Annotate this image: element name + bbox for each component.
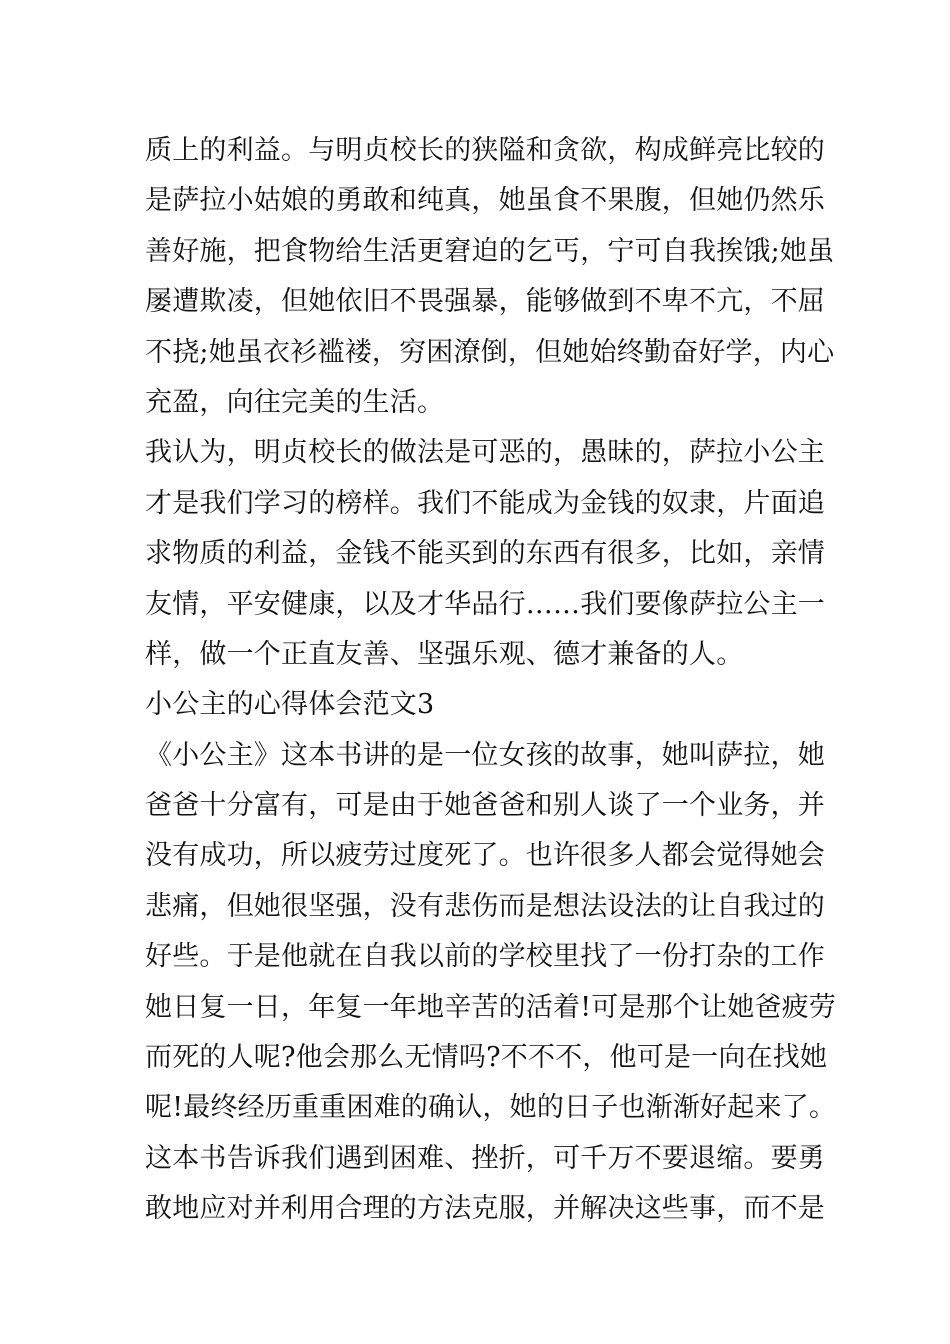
text-line: 充盈，向往完美的生活。 — [145, 386, 445, 418]
text-line: 才是我们学习的榜样。我们不能成为金钱的奴隶，片面追 — [145, 487, 825, 519]
text-line: 我认为，明贞校长的做法是可恶的，愚昧的，萨拉小公主 — [145, 437, 825, 469]
text-line: 悲痛，但她很坚强，没有悲伤而是想法设法的让自我过的 — [145, 890, 825, 922]
text-line: 质上的利益。与明贞校长的狭隘和贪欲，构成鲜亮比较的 — [145, 135, 825, 166]
text-line: 敢地应对并利用合理的方法克服，并解决这些事，而不是 — [145, 1193, 825, 1225]
text-line: 善好施，把食物给生活更窘迫的乞丐，宁可自我挨饿;她虽 — [145, 235, 835, 267]
text-line: 而死的人呢?他会那么无情吗?不不不，他可是一向在找她 — [145, 1042, 828, 1074]
text-line: 样，做一个正直友善、坚强乐观、德才兼备的人。 — [145, 638, 744, 670]
text-line: 求物质的利益，金钱不能买到的东西有很多，比如，亲情 — [145, 538, 825, 570]
text-line: 呢!最终经历重重困难的确认，她的日子也渐渐好起来了。 — [145, 1092, 837, 1124]
text-line: 好些。于是他就在自我以前的学校里找了一份打杂的工作 — [145, 941, 825, 973]
text-line: 爸爸十分富有，可是由于她爸爸和别人谈了一个业务，并 — [145, 790, 825, 822]
text-line: 《小公主》这本书讲的是一位女孩的故事，她叫萨拉，她 — [145, 739, 825, 771]
text-line: 没有成功，所以疲劳过度死了。也许很多人都会觉得她会 — [145, 840, 825, 872]
text-line: 不挠;她虽衣衫褴褛，穷困潦倒，但她始终勤奋好学，内心 — [145, 336, 835, 368]
text-line: 她日复一日，年复一年地辛苦的活着!可是那个让她爸疲劳 — [145, 991, 837, 1023]
text-line: 友情，平安健康，以及才华品行……我们要像萨拉公主一 — [145, 588, 825, 620]
section-heading: 小公主的心得体会范文3 — [145, 689, 435, 721]
text-line: 是萨拉小姑娘的勇敢和纯真，她虽食不果腹，但她仍然乐 — [145, 185, 825, 217]
body-text — [145, 126, 837, 1235]
text-line: 屡遭欺凌，但她依旧不畏强暴，能够做到不卑不亢，不屈 — [145, 286, 825, 318]
text-line: 这本书告诉我们遇到困难、挫折，可千万不要退缩。要勇 — [145, 1142, 825, 1174]
